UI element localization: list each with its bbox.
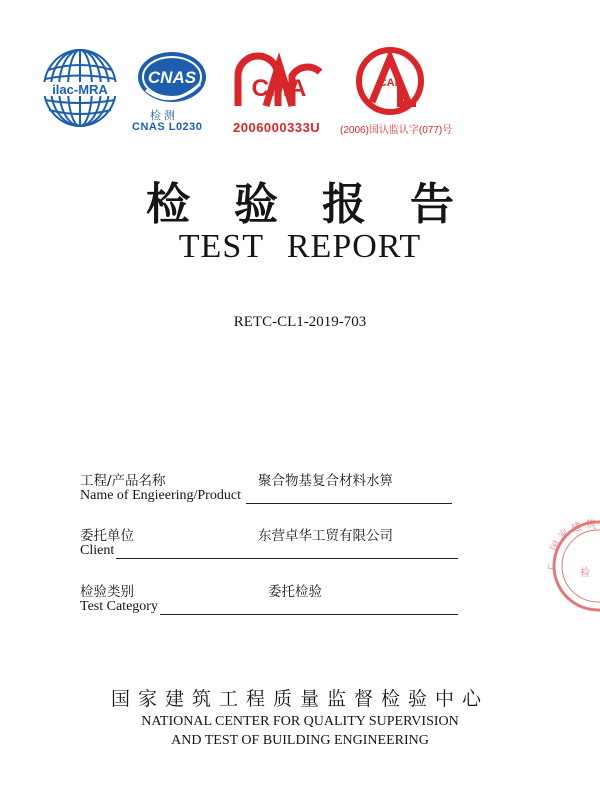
svg-text:家: 家	[556, 527, 572, 543]
ilac-text: ilac-MRA	[52, 82, 108, 97]
svg-text:建: 建	[570, 521, 584, 535]
field-category-label-cn: 检验类别	[80, 584, 134, 600]
field-product-label-cn: 工程/产品名称	[80, 473, 166, 489]
field-product-underline	[246, 503, 452, 504]
field-category-underline	[160, 614, 458, 615]
cnas-text: CNAS	[147, 68, 197, 87]
field-client-underline	[116, 558, 458, 559]
field-category-value: 委托检验	[268, 584, 322, 600]
cnas-caption-code: CNAS L0230	[132, 121, 203, 133]
svg-text:工: 工	[546, 562, 559, 575]
field-client-label-cn: 委托单位	[80, 528, 134, 544]
organization-name-cn: 国家建筑工程质量监督检验中心	[110, 688, 489, 710]
svg-text:检: 检	[580, 568, 590, 579]
svg-text:筑: 筑	[586, 520, 596, 531]
cal-logo	[350, 46, 430, 116]
organization-name-en-line2: AND TEST OF BUILDING ENGINEERING	[171, 733, 429, 748]
red-seal-stamp	[540, 518, 600, 619]
field-product-label-en: Name of Engieering/Product	[80, 488, 241, 503]
field-client-label-en: Client	[80, 543, 115, 558]
svg-text:国: 国	[549, 539, 564, 554]
cma-text: CMA	[251, 75, 307, 102]
field-client-value: 东营卓华工贸有限公司	[258, 528, 393, 544]
organization-name-en-line1: NATIONAL CENTER FOR QUALITY SUPERVISION	[141, 714, 459, 729]
title-en: TEST REPORT	[178, 228, 422, 265]
cnas-logo	[134, 50, 210, 106]
cnas-caption-cn: 检 测	[150, 110, 176, 122]
title-cn: 检验报告	[146, 179, 498, 230]
cma-logo	[232, 50, 326, 116]
field-product-value: 聚合物基复合材料水箅	[258, 473, 393, 489]
cal-text: CAL	[378, 77, 402, 89]
report-number: RETC-CL1-2019-703	[233, 314, 367, 330]
cal-caption: (2006)国认监认字(077)号	[340, 125, 453, 136]
field-category-label-en: Test Category	[80, 599, 158, 614]
cma-number: 2006000333U	[233, 120, 321, 135]
ilac-mra-logo	[40, 46, 120, 130]
